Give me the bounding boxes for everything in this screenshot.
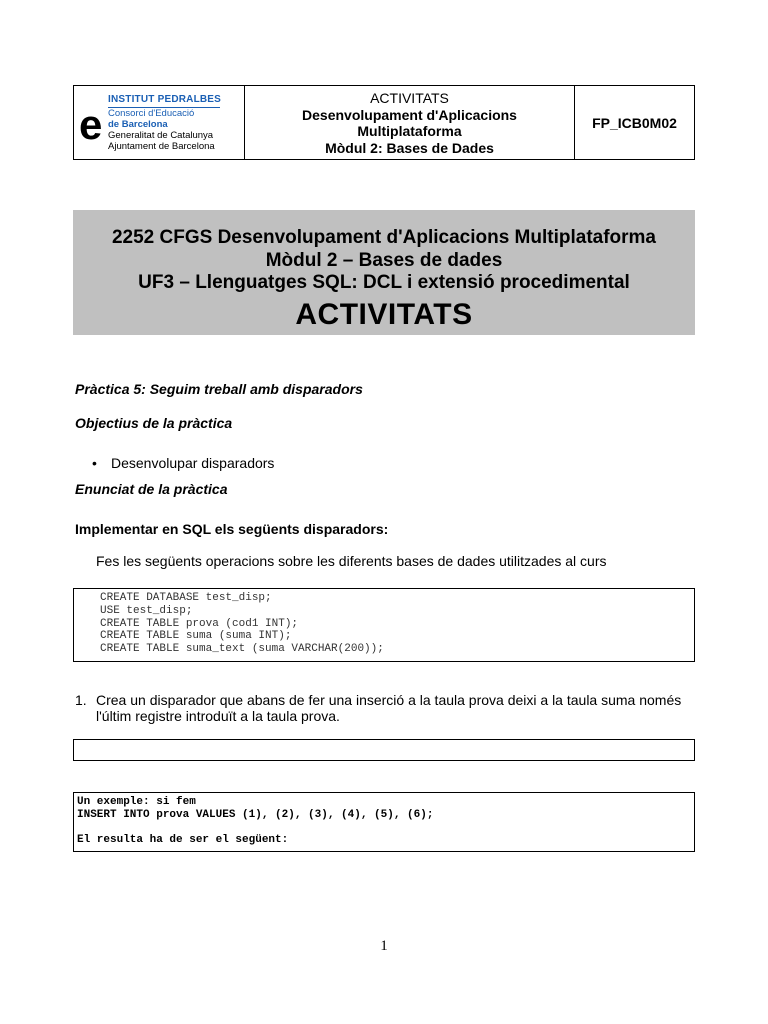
- institute-logo: e: [79, 101, 103, 148]
- objectives-heading: Objectius de la pràctica: [75, 415, 233, 431]
- practice-title: Pràctica 5: Seguim treball amb disparadors: [75, 381, 363, 397]
- banner-line-2: Mòdul 2 – Bases de dades: [265, 249, 503, 271]
- banner-line-3: UF3 – Llenguatges SQL: DCL i extensió procedimental: [138, 272, 630, 293]
- page-number: 1: [380, 938, 388, 954]
- exercise-number: 1.: [75, 692, 87, 708]
- institute-name: INSTITUT PEDRALBES: [108, 94, 222, 105]
- logo-consorci: Consorci d'Educació: [108, 108, 195, 119]
- banner-activitats: ACTIVITATS: [295, 297, 473, 331]
- implement-heading: Implementar en SQL els següents disparadors:: [75, 521, 389, 537]
- bullet-icon: •: [92, 455, 97, 471]
- banner-line-1: 2252 CFGS Desenvolupament d'Aplicacions Multiplataforma: [111, 227, 657, 248]
- setup-code-block: CREATE DATABASE test_disp; USE test_disp; CREATE TABLE prova (cod1 INT); CREATE TABLE suma (suma INT); CREATE TABLE suma_text (suma VARCHAR(200));: [73, 588, 695, 662]
- document-header: [73, 85, 695, 160]
- logo-text: [108, 94, 221, 152]
- exercise-text: Crea un disparador que abans de fer una inserció a la taula prova deixi a la taula suma només l'últim registre introduït a la taula prova.: [96, 692, 682, 724]
- logo-ajuntament: Ajuntament de Barcelona: [108, 141, 215, 152]
- statement-heading: Enunciat de la pràctica: [75, 481, 228, 497]
- logo-generalitat: Generalitat de Catalunya: [108, 130, 214, 141]
- header-title-course-cont: Multiplataforma: [357, 123, 462, 139]
- example-code-block: Un exemple: si fem INSERT INTO prova VALUES (1), (2), (3), (4), (5), (6); El resulta ha de ser el següent:: [73, 792, 695, 852]
- module-code: FP_ICB0M02: [592, 114, 677, 131]
- title-banner: [73, 210, 695, 335]
- header-title-cell: [245, 86, 575, 159]
- header-title-activitats: ACTIVITATS: [370, 90, 449, 106]
- answer-box: [73, 739, 695, 761]
- intro-text: Fes les següents operacions sobre les diferents bases de dades utilitzades al curs: [96, 553, 607, 569]
- logo-barcelona: de Barcelona: [108, 119, 168, 130]
- objective-item: Desenvolupar disparadors: [111, 455, 275, 471]
- header-title-course: Desenvolupament d'Aplicacions: [302, 106, 517, 123]
- logo-cell: [74, 86, 245, 159]
- header-title-module: Mòdul 2: Bases de Dades: [325, 139, 494, 156]
- header-code-cell: [575, 86, 694, 159]
